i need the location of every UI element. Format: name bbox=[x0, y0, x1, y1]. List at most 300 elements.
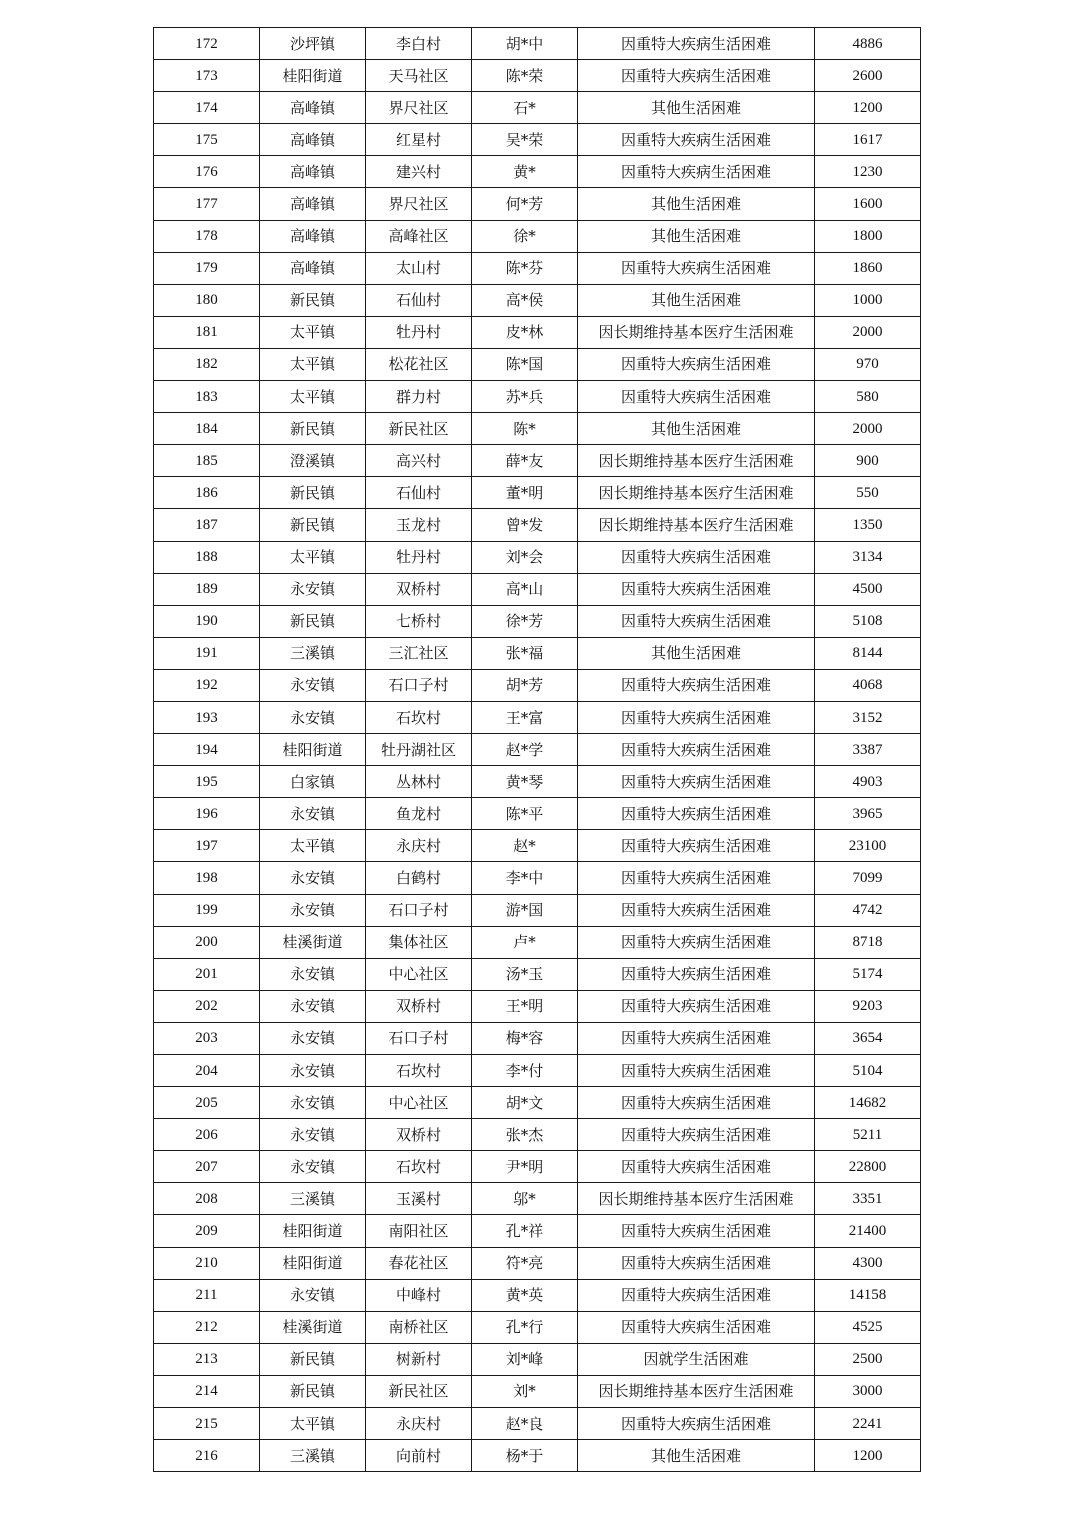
town-cell: 永安镇 bbox=[260, 990, 366, 1022]
table-row bbox=[154, 1440, 921, 1472]
reason-cell: 因重特大疾病生活困难 bbox=[578, 894, 815, 926]
name-cell: 杨*于 bbox=[472, 1440, 578, 1472]
table-row bbox=[154, 605, 921, 637]
village-cell: 中心社区 bbox=[366, 958, 472, 990]
serial-cell: 188 bbox=[154, 541, 260, 573]
serial-cell: 194 bbox=[154, 734, 260, 766]
village-cell: 双桥村 bbox=[366, 1119, 472, 1151]
reason-cell: 因重特大疾病生活困难 bbox=[578, 958, 815, 990]
amount-cell: 5174 bbox=[815, 958, 921, 990]
amount-cell: 22800 bbox=[815, 1151, 921, 1183]
table-row bbox=[154, 830, 921, 862]
reason-cell: 因长期维持基本医疗生活困难 bbox=[578, 316, 815, 348]
village-cell: 双桥村 bbox=[366, 573, 472, 605]
serial-cell: 185 bbox=[154, 445, 260, 477]
village-cell: 界尺社区 bbox=[366, 92, 472, 124]
name-cell: 陈* bbox=[472, 413, 578, 445]
table-row bbox=[154, 28, 921, 60]
town-cell: 新民镇 bbox=[260, 477, 366, 509]
reason-cell: 因重特大疾病生活困难 bbox=[578, 1119, 815, 1151]
reason-cell: 因长期维持基本医疗生活困难 bbox=[578, 1375, 815, 1407]
village-cell: 石口子村 bbox=[366, 894, 472, 926]
table-row bbox=[154, 124, 921, 156]
amount-cell: 3000 bbox=[815, 1375, 921, 1407]
reason-cell: 因重特大疾病生活困难 bbox=[578, 701, 815, 733]
name-cell: 皮*林 bbox=[472, 316, 578, 348]
table-row bbox=[154, 1087, 921, 1119]
serial-cell: 204 bbox=[154, 1055, 260, 1087]
reason-cell: 因长期维持基本医疗生活困难 bbox=[578, 445, 815, 477]
village-cell: 白鹤村 bbox=[366, 862, 472, 894]
amount-cell: 5211 bbox=[815, 1119, 921, 1151]
town-cell: 永安镇 bbox=[260, 958, 366, 990]
reason-cell: 因重特大疾病生活困难 bbox=[578, 156, 815, 188]
town-cell: 永安镇 bbox=[260, 1119, 366, 1151]
town-cell: 新民镇 bbox=[260, 1375, 366, 1407]
reason-cell: 因就学生活困难 bbox=[578, 1343, 815, 1375]
table-row bbox=[154, 1183, 921, 1215]
table-row bbox=[154, 798, 921, 830]
town-cell: 永安镇 bbox=[260, 1279, 366, 1311]
amount-cell: 1000 bbox=[815, 284, 921, 316]
serial-cell: 205 bbox=[154, 1087, 260, 1119]
village-cell: 南桥社区 bbox=[366, 1311, 472, 1343]
town-cell: 桂阳街道 bbox=[260, 1247, 366, 1279]
table-row bbox=[154, 252, 921, 284]
town-cell: 永安镇 bbox=[260, 862, 366, 894]
serial-cell: 192 bbox=[154, 669, 260, 701]
name-cell: 曾*发 bbox=[472, 509, 578, 541]
amount-cell: 4300 bbox=[815, 1247, 921, 1279]
serial-cell: 210 bbox=[154, 1247, 260, 1279]
serial-cell: 187 bbox=[154, 509, 260, 541]
village-cell: 树新村 bbox=[366, 1343, 472, 1375]
town-cell: 新民镇 bbox=[260, 413, 366, 445]
village-cell: 石仙村 bbox=[366, 477, 472, 509]
name-cell: 黄*英 bbox=[472, 1279, 578, 1311]
table-row bbox=[154, 284, 921, 316]
reason-cell: 因重特大疾病生活困难 bbox=[578, 1311, 815, 1343]
reason-cell: 因重特大疾病生活困难 bbox=[578, 573, 815, 605]
village-cell: 建兴村 bbox=[366, 156, 472, 188]
town-cell: 桂溪街道 bbox=[260, 926, 366, 958]
serial-cell: 207 bbox=[154, 1151, 260, 1183]
reason-cell: 因重特大疾病生活困难 bbox=[578, 605, 815, 637]
name-cell: 张*福 bbox=[472, 637, 578, 669]
serial-cell: 182 bbox=[154, 348, 260, 380]
town-cell: 澄溪镇 bbox=[260, 445, 366, 477]
serial-cell: 214 bbox=[154, 1375, 260, 1407]
reason-cell: 因重特大疾病生活困难 bbox=[578, 1087, 815, 1119]
village-cell: 牡丹湖社区 bbox=[366, 734, 472, 766]
name-cell: 李*中 bbox=[472, 862, 578, 894]
amount-cell: 8144 bbox=[815, 637, 921, 669]
village-cell: 高兴村 bbox=[366, 445, 472, 477]
amount-cell: 5104 bbox=[815, 1055, 921, 1087]
serial-cell: 189 bbox=[154, 573, 260, 605]
table-row bbox=[154, 1279, 921, 1311]
town-cell: 高峰镇 bbox=[260, 220, 366, 252]
name-cell: 赵*学 bbox=[472, 734, 578, 766]
reason-cell: 其他生活困难 bbox=[578, 413, 815, 445]
village-cell: 新民社区 bbox=[366, 413, 472, 445]
name-cell: 卢* bbox=[472, 926, 578, 958]
amount-cell: 21400 bbox=[815, 1215, 921, 1247]
amount-cell: 3152 bbox=[815, 701, 921, 733]
name-cell: 李*付 bbox=[472, 1055, 578, 1087]
serial-cell: 177 bbox=[154, 188, 260, 220]
table-row bbox=[154, 894, 921, 926]
serial-cell: 208 bbox=[154, 1183, 260, 1215]
village-cell: 李白村 bbox=[366, 28, 472, 60]
name-cell: 张*杰 bbox=[472, 1119, 578, 1151]
reason-cell: 因重特大疾病生活困难 bbox=[578, 1279, 815, 1311]
village-cell: 永庆村 bbox=[366, 830, 472, 862]
amount-cell: 1860 bbox=[815, 252, 921, 284]
amount-cell: 4068 bbox=[815, 669, 921, 701]
reason-cell: 其他生活困难 bbox=[578, 1440, 815, 1472]
table-row bbox=[154, 156, 921, 188]
assistance-table bbox=[153, 27, 921, 1472]
town-cell: 永安镇 bbox=[260, 573, 366, 605]
table-row bbox=[154, 573, 921, 605]
name-cell: 吴*荣 bbox=[472, 124, 578, 156]
amount-cell: 5108 bbox=[815, 605, 921, 637]
reason-cell: 因长期维持基本医疗生活困难 bbox=[578, 1183, 815, 1215]
name-cell: 刘* bbox=[472, 1375, 578, 1407]
name-cell: 苏*兵 bbox=[472, 381, 578, 413]
town-cell: 桂阳街道 bbox=[260, 60, 366, 92]
table-row bbox=[154, 958, 921, 990]
table-row bbox=[154, 348, 921, 380]
town-cell: 三溪镇 bbox=[260, 1183, 366, 1215]
amount-cell: 2000 bbox=[815, 316, 921, 348]
table-row bbox=[154, 413, 921, 445]
table-row bbox=[154, 220, 921, 252]
amount-cell: 900 bbox=[815, 445, 921, 477]
town-cell: 永安镇 bbox=[260, 669, 366, 701]
reason-cell: 因重特大疾病生活困难 bbox=[578, 541, 815, 573]
amount-cell: 1200 bbox=[815, 1440, 921, 1472]
amount-cell: 3387 bbox=[815, 734, 921, 766]
serial-cell: 206 bbox=[154, 1119, 260, 1151]
town-cell: 三溪镇 bbox=[260, 637, 366, 669]
village-cell: 鱼龙村 bbox=[366, 798, 472, 830]
name-cell: 孔*行 bbox=[472, 1311, 578, 1343]
table-row bbox=[154, 701, 921, 733]
serial-cell: 190 bbox=[154, 605, 260, 637]
table-row bbox=[154, 1022, 921, 1054]
table-row bbox=[154, 637, 921, 669]
town-cell: 高峰镇 bbox=[260, 124, 366, 156]
town-cell: 高峰镇 bbox=[260, 188, 366, 220]
reason-cell: 其他生活困难 bbox=[578, 92, 815, 124]
town-cell: 太平镇 bbox=[260, 381, 366, 413]
amount-cell: 4500 bbox=[815, 573, 921, 605]
serial-cell: 196 bbox=[154, 798, 260, 830]
name-cell: 胡*文 bbox=[472, 1087, 578, 1119]
reason-cell: 因重特大疾病生活困难 bbox=[578, 381, 815, 413]
village-cell: 永庆村 bbox=[366, 1408, 472, 1440]
town-cell: 永安镇 bbox=[260, 798, 366, 830]
serial-cell: 193 bbox=[154, 701, 260, 733]
village-cell: 石口子村 bbox=[366, 1022, 472, 1054]
serial-cell: 175 bbox=[154, 124, 260, 156]
amount-cell: 2241 bbox=[815, 1408, 921, 1440]
town-cell: 太平镇 bbox=[260, 316, 366, 348]
serial-cell: 199 bbox=[154, 894, 260, 926]
village-cell: 向前村 bbox=[366, 1440, 472, 1472]
village-cell: 群力村 bbox=[366, 381, 472, 413]
table-row bbox=[154, 477, 921, 509]
town-cell: 沙坪镇 bbox=[260, 28, 366, 60]
serial-cell: 203 bbox=[154, 1022, 260, 1054]
serial-cell: 201 bbox=[154, 958, 260, 990]
serial-cell: 191 bbox=[154, 637, 260, 669]
serial-cell: 202 bbox=[154, 990, 260, 1022]
reason-cell: 因重特大疾病生活困难 bbox=[578, 1215, 815, 1247]
town-cell: 永安镇 bbox=[260, 1055, 366, 1087]
name-cell: 陈*国 bbox=[472, 348, 578, 380]
table-row bbox=[154, 1247, 921, 1279]
amount-cell: 3654 bbox=[815, 1022, 921, 1054]
table-body bbox=[154, 28, 921, 1472]
town-cell: 太平镇 bbox=[260, 1408, 366, 1440]
name-cell: 徐*芳 bbox=[472, 605, 578, 637]
amount-cell: 23100 bbox=[815, 830, 921, 862]
table-row bbox=[154, 381, 921, 413]
town-cell: 永安镇 bbox=[260, 894, 366, 926]
village-cell: 红星村 bbox=[366, 124, 472, 156]
town-cell: 新民镇 bbox=[260, 605, 366, 637]
reason-cell: 因长期维持基本医疗生活困难 bbox=[578, 509, 815, 541]
town-cell: 桂阳街道 bbox=[260, 1215, 366, 1247]
table-row bbox=[154, 669, 921, 701]
reason-cell: 因重特大疾病生活困难 bbox=[578, 766, 815, 798]
name-cell: 赵*良 bbox=[472, 1408, 578, 1440]
name-cell: 王*明 bbox=[472, 990, 578, 1022]
village-cell: 三汇社区 bbox=[366, 637, 472, 669]
table-row bbox=[154, 541, 921, 573]
reason-cell: 因重特大疾病生活困难 bbox=[578, 734, 815, 766]
village-cell: 石坎村 bbox=[366, 1151, 472, 1183]
name-cell: 刘*峰 bbox=[472, 1343, 578, 1375]
name-cell: 孔*祥 bbox=[472, 1215, 578, 1247]
reason-cell: 其他生活困难 bbox=[578, 637, 815, 669]
name-cell: 黄* bbox=[472, 156, 578, 188]
reason-cell: 因重特大疾病生活困难 bbox=[578, 60, 815, 92]
town-cell: 新民镇 bbox=[260, 284, 366, 316]
reason-cell: 因重特大疾病生活困难 bbox=[578, 124, 815, 156]
name-cell: 黄*琴 bbox=[472, 766, 578, 798]
name-cell: 徐* bbox=[472, 220, 578, 252]
name-cell: 胡*中 bbox=[472, 28, 578, 60]
village-cell: 春花社区 bbox=[366, 1247, 472, 1279]
name-cell: 尹*明 bbox=[472, 1151, 578, 1183]
serial-cell: 195 bbox=[154, 766, 260, 798]
name-cell: 符*亮 bbox=[472, 1247, 578, 1279]
amount-cell: 3134 bbox=[815, 541, 921, 573]
name-cell: 刘*会 bbox=[472, 541, 578, 573]
village-cell: 中峰村 bbox=[366, 1279, 472, 1311]
reason-cell: 因重特大疾病生活困难 bbox=[578, 252, 815, 284]
name-cell: 邬* bbox=[472, 1183, 578, 1215]
reason-cell: 因重特大疾病生活困难 bbox=[578, 1408, 815, 1440]
amount-cell: 4903 bbox=[815, 766, 921, 798]
serial-cell: 200 bbox=[154, 926, 260, 958]
town-cell: 桂溪街道 bbox=[260, 1311, 366, 1343]
name-cell: 高*侯 bbox=[472, 284, 578, 316]
table-row bbox=[154, 926, 921, 958]
village-cell: 中心社区 bbox=[366, 1087, 472, 1119]
reason-cell: 因重特大疾病生活困难 bbox=[578, 830, 815, 862]
reason-cell: 因重特大疾病生活困难 bbox=[578, 798, 815, 830]
amount-cell: 3965 bbox=[815, 798, 921, 830]
name-cell: 梅*容 bbox=[472, 1022, 578, 1054]
table-row bbox=[154, 990, 921, 1022]
reason-cell: 因长期维持基本医疗生活困难 bbox=[578, 477, 815, 509]
table-row bbox=[154, 445, 921, 477]
name-cell: 董*明 bbox=[472, 477, 578, 509]
serial-cell: 176 bbox=[154, 156, 260, 188]
village-cell: 松花社区 bbox=[366, 348, 472, 380]
name-cell: 何*芳 bbox=[472, 188, 578, 220]
table-row bbox=[154, 1408, 921, 1440]
serial-cell: 211 bbox=[154, 1279, 260, 1311]
town-cell: 永安镇 bbox=[260, 1151, 366, 1183]
amount-cell: 1800 bbox=[815, 220, 921, 252]
name-cell: 赵* bbox=[472, 830, 578, 862]
serial-cell: 183 bbox=[154, 381, 260, 413]
amount-cell: 9203 bbox=[815, 990, 921, 1022]
serial-cell: 216 bbox=[154, 1440, 260, 1472]
village-cell: 丛林村 bbox=[366, 766, 472, 798]
village-cell: 牡丹村 bbox=[366, 541, 472, 573]
amount-cell: 1600 bbox=[815, 188, 921, 220]
village-cell: 太山村 bbox=[366, 252, 472, 284]
serial-cell: 209 bbox=[154, 1215, 260, 1247]
serial-cell: 213 bbox=[154, 1343, 260, 1375]
amount-cell: 7099 bbox=[815, 862, 921, 894]
serial-cell: 197 bbox=[154, 830, 260, 862]
name-cell: 王*富 bbox=[472, 701, 578, 733]
table-row bbox=[154, 60, 921, 92]
serial-cell: 198 bbox=[154, 862, 260, 894]
town-cell: 高峰镇 bbox=[260, 156, 366, 188]
amount-cell: 2600 bbox=[815, 60, 921, 92]
serial-cell: 181 bbox=[154, 316, 260, 348]
village-cell: 南阳社区 bbox=[366, 1215, 472, 1247]
name-cell: 石* bbox=[472, 92, 578, 124]
village-cell: 石口子村 bbox=[366, 669, 472, 701]
table-row bbox=[154, 1311, 921, 1343]
table-row bbox=[154, 734, 921, 766]
reason-cell: 其他生活困难 bbox=[578, 284, 815, 316]
name-cell: 汤*玉 bbox=[472, 958, 578, 990]
amount-cell: 4886 bbox=[815, 28, 921, 60]
village-cell: 石仙村 bbox=[366, 284, 472, 316]
serial-cell: 184 bbox=[154, 413, 260, 445]
serial-cell: 215 bbox=[154, 1408, 260, 1440]
amount-cell: 3351 bbox=[815, 1183, 921, 1215]
serial-cell: 173 bbox=[154, 60, 260, 92]
amount-cell: 14682 bbox=[815, 1087, 921, 1119]
amount-cell: 580 bbox=[815, 381, 921, 413]
table-row bbox=[154, 188, 921, 220]
serial-cell: 179 bbox=[154, 252, 260, 284]
town-cell: 永安镇 bbox=[260, 701, 366, 733]
serial-cell: 178 bbox=[154, 220, 260, 252]
table-row bbox=[154, 1119, 921, 1151]
reason-cell: 因重特大疾病生活困难 bbox=[578, 348, 815, 380]
village-cell: 高峰社区 bbox=[366, 220, 472, 252]
village-cell: 玉龙村 bbox=[366, 509, 472, 541]
name-cell: 薛*友 bbox=[472, 445, 578, 477]
serial-cell: 180 bbox=[154, 284, 260, 316]
amount-cell: 970 bbox=[815, 348, 921, 380]
town-cell: 桂阳街道 bbox=[260, 734, 366, 766]
table-row bbox=[154, 1215, 921, 1247]
table-row bbox=[154, 509, 921, 541]
village-cell: 界尺社区 bbox=[366, 188, 472, 220]
village-cell: 玉溪村 bbox=[366, 1183, 472, 1215]
reason-cell: 因重特大疾病生活困难 bbox=[578, 926, 815, 958]
serial-cell: 212 bbox=[154, 1311, 260, 1343]
amount-cell: 14158 bbox=[815, 1279, 921, 1311]
town-cell: 高峰镇 bbox=[260, 92, 366, 124]
town-cell: 永安镇 bbox=[260, 1022, 366, 1054]
reason-cell: 因重特大疾病生活困难 bbox=[578, 862, 815, 894]
amount-cell: 2000 bbox=[815, 413, 921, 445]
reason-cell: 因重特大疾病生活困难 bbox=[578, 1022, 815, 1054]
village-cell: 七桥村 bbox=[366, 605, 472, 637]
village-cell: 新民社区 bbox=[366, 1375, 472, 1407]
village-cell: 集体社区 bbox=[366, 926, 472, 958]
town-cell: 白家镇 bbox=[260, 766, 366, 798]
amount-cell: 1350 bbox=[815, 509, 921, 541]
name-cell: 高*山 bbox=[472, 573, 578, 605]
reason-cell: 因重特大疾病生活困难 bbox=[578, 669, 815, 701]
table-row bbox=[154, 862, 921, 894]
town-cell: 太平镇 bbox=[260, 541, 366, 573]
town-cell: 太平镇 bbox=[260, 348, 366, 380]
village-cell: 天马社区 bbox=[366, 60, 472, 92]
amount-cell: 8718 bbox=[815, 926, 921, 958]
name-cell: 游*国 bbox=[472, 894, 578, 926]
table-row bbox=[154, 1055, 921, 1087]
town-cell: 三溪镇 bbox=[260, 1440, 366, 1472]
name-cell: 胡*芳 bbox=[472, 669, 578, 701]
town-cell: 太平镇 bbox=[260, 830, 366, 862]
amount-cell: 1200 bbox=[815, 92, 921, 124]
reason-cell: 其他生活困难 bbox=[578, 220, 815, 252]
town-cell: 新民镇 bbox=[260, 1343, 366, 1375]
reason-cell: 其他生活困难 bbox=[578, 188, 815, 220]
serial-cell: 174 bbox=[154, 92, 260, 124]
village-cell: 石坎村 bbox=[366, 1055, 472, 1087]
table-row bbox=[154, 766, 921, 798]
name-cell: 陈*芬 bbox=[472, 252, 578, 284]
table-row bbox=[154, 92, 921, 124]
table-row bbox=[154, 1151, 921, 1183]
reason-cell: 因重特大疾病生活困难 bbox=[578, 28, 815, 60]
town-cell: 高峰镇 bbox=[260, 252, 366, 284]
amount-cell: 550 bbox=[815, 477, 921, 509]
amount-cell: 4742 bbox=[815, 894, 921, 926]
amount-cell: 1230 bbox=[815, 156, 921, 188]
village-cell: 双桥村 bbox=[366, 990, 472, 1022]
amount-cell: 1617 bbox=[815, 124, 921, 156]
